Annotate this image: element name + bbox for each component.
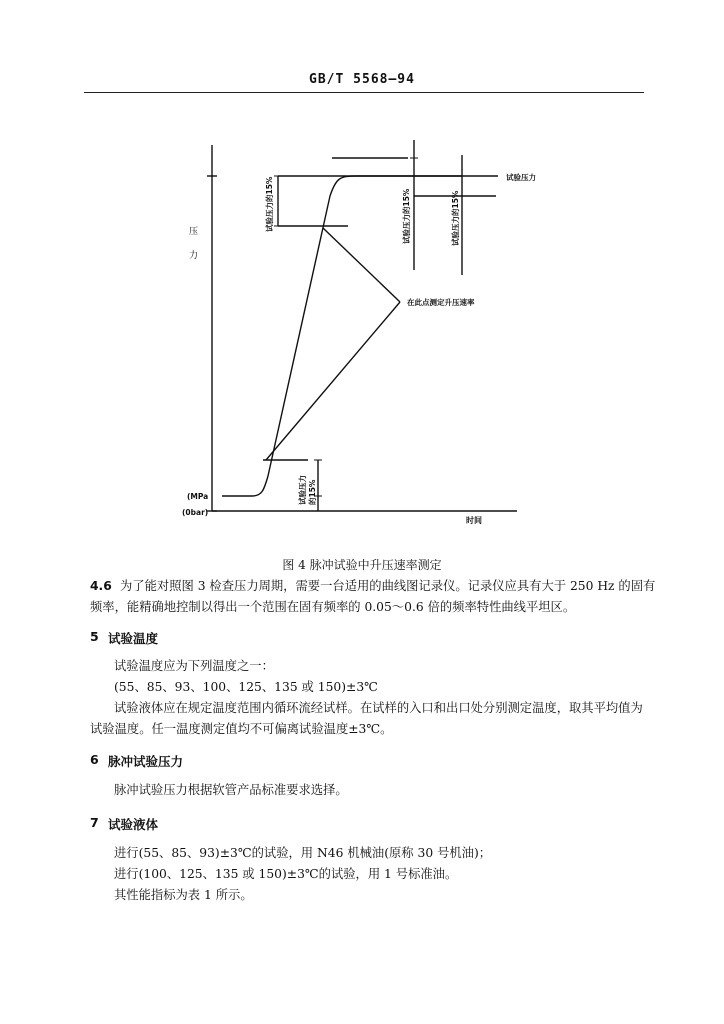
section-4-6-line-2: 频率，能精确地控制以得出一个范围在固有频率的 0.05～0.6 倍的频率特性曲线平坦区。 [90, 600, 576, 614]
section-4-6-number: 4.6 [90, 579, 112, 593]
rate-annotation: 在此点测定升压速率 [407, 298, 475, 307]
section-5-line-3: 试验液体应在规定温度范围内循环流经试样。在试样的入口和出口处分别测定温度，取其平均值为 [114, 701, 643, 715]
y-axis-label-1: 压 [189, 227, 199, 237]
section-5-number: 5 [90, 629, 99, 644]
section-6-line-1: 脉冲试验压力根据软管产品标准要求选择。 [114, 783, 348, 797]
dim-label-bottom-1: 试验压力 [298, 475, 307, 505]
dim-label-bottom-2: 的15% [308, 479, 317, 505]
y-axis-label-2: 力 [189, 251, 199, 261]
section-7-line-3: 其性能指标为表 1 所示。 [114, 888, 253, 902]
figure-caption: 图 4 脉冲试验中升压速率测定 [282, 558, 442, 572]
dim-label-right-1: 试验压力的15% [402, 188, 411, 244]
standard-number-header: GB/T 5568—94 [309, 72, 415, 87]
section-5-title: 试验温度 [108, 631, 159, 646]
section-7-line-1: 进行(55、85、93)±3℃的试验，用 N46 机械油(原称 30 号机油)； [114, 846, 492, 860]
section-7-number: 7 [90, 815, 99, 830]
section-6-number: 6 [90, 752, 99, 767]
section-6-title: 脉冲试验压力 [108, 754, 184, 769]
dim-label-top-left: 试验压力的15% [265, 176, 274, 232]
x-axis-label: 时间 [466, 516, 482, 525]
origin-label-1: (MPa [187, 492, 209, 501]
section-7-line-2: 进行(100、125、135 或 150)±3℃的试验，用 1 号标准油。 [114, 867, 458, 881]
section-5-line-4: 试验温度。任一温度测定值均不可偏离试验温度±3℃。 [90, 722, 393, 736]
section-5-line-1: 试验温度应为下列温度之一： [114, 659, 274, 673]
section-5-line-2: (55、85、93、100、125、135 或 150)±3℃ [114, 680, 378, 694]
section-4-6-line-1: 为了能对照图 3 检查压力周期，需要一台适用的曲线图记录仪。记录仪应具有大于 250 Hz 的固有 [120, 579, 656, 593]
test-pressure-label: 试验压力 [506, 173, 536, 182]
section-7-title: 试验液体 [108, 817, 159, 832]
origin-label-2: (0bar) [182, 508, 209, 517]
dim-label-right-2: 试验压力的15% [451, 190, 460, 246]
